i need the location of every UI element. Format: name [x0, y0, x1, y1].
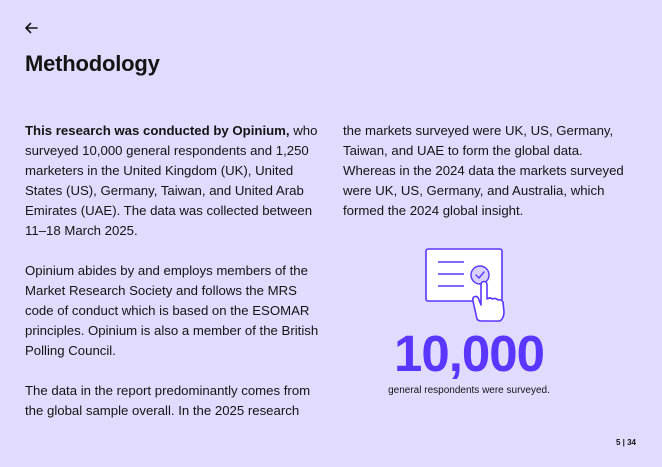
right-column [343, 121, 633, 241]
paragraph-intro [25, 121, 325, 241]
paragraph-mrs: Opinium abides by and employs members of the Market Research Society and follows the MRS code of conduct which is based on the ESOMAR principles. Opinium is also a member of the British Polling Council. [25, 263, 319, 358]
arrow-left-icon[interactable] [23, 20, 39, 36]
page-title: Methodology [25, 51, 160, 76]
page-number: 5 | 34 [615, 438, 636, 447]
stat-number: 10,000 [394, 325, 544, 382]
paragraph-intro-bold: This research was conducted by Opinium, [25, 123, 290, 138]
left-column [25, 121, 325, 441]
stat-caption: general respondents were surveyed. [388, 385, 550, 396]
paragraph-intro-text: who surveyed 10,000 general respondents and 1,250 marketers in the United Kingdom (UK), United States (US), Germany, Taiwan, and United Arab Emirates (UAE). The data was collected between 11–18 March 2025. [25, 123, 318, 238]
survey-form-tap-icon [420, 243, 515, 327]
paragraph-sample: The data in the report predominantly comes from the global sample overall. In the 2025 research [25, 383, 311, 418]
paragraph-markets: the markets surveyed were UK, US, Germany, Taiwan, and UAE to form the global data. Whereas in the 2024 data the markets surveyed were UK, US, Germany, and Australia, which formed the 2024 global insight. [343, 123, 624, 218]
